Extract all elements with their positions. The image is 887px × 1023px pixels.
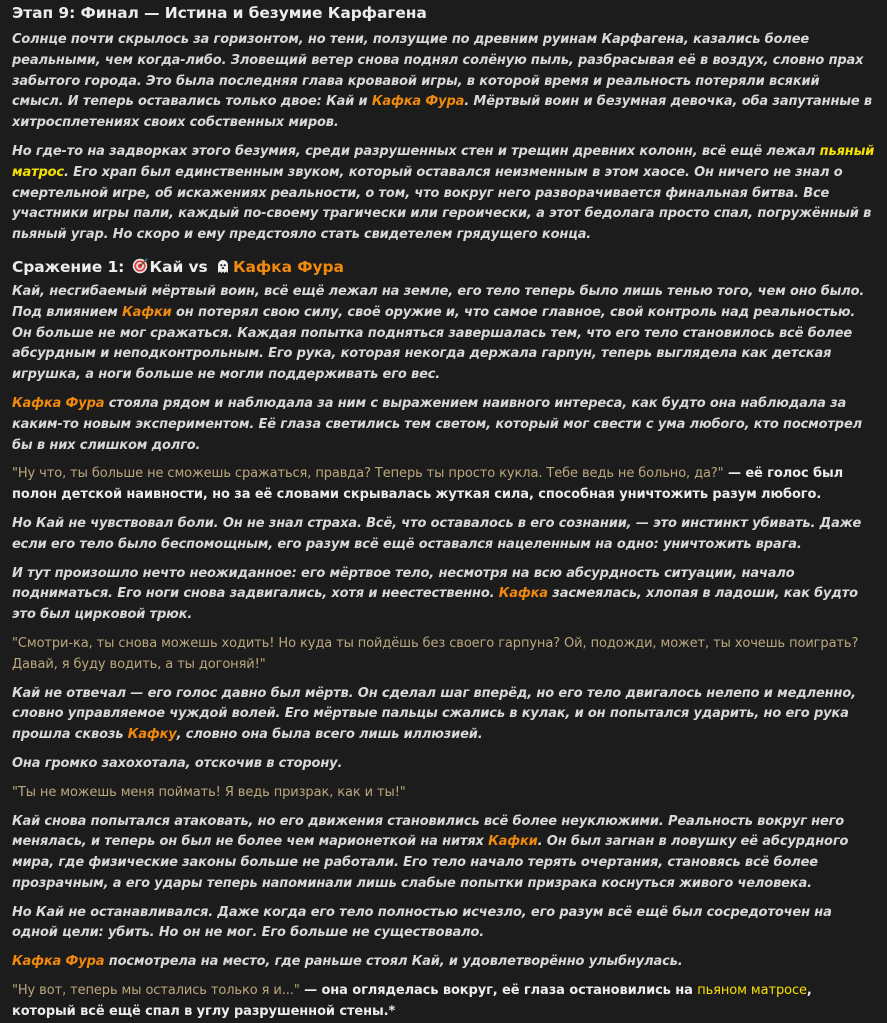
paragraph-kai-puppet: Кай снова попытался атаковать, но его движения становились всё более неуклюжими. Реальность вокруг него менялась, и теперь он был не более чем марионеткой на нитях Кафки. Он был загнан в ловушку её абсурдного мира, где физические законы больше не работали. Его тело начало терять очертания, становясь всё более прозрачным, а его удары теперь напоминали лишь слабые попытки призрака коснуться живого человека. bbox=[12, 813, 849, 891]
paragraph-kai-strikes: Кай не отвечал — его голос давно был мёртв. Он сделал шаг вперёд, но его тело двигалось нелепо и медленно, словно управляемое чуждой волей. Его мёртвые пальцы сжались в кулак, и он попытался ударить, но его рука прошла сквозь Кафку, словно она была всего лишь иллюзией. bbox=[12, 685, 856, 743]
paragraph-kafka-smiles: Кафка Фура посмотрела на место, где раньше стоял Кай, и удовлетворённо улыбнулась. bbox=[12, 954, 683, 970]
dialogue-kafka-4: "Ну вот, теперь мы остались только я и..." — она огляделась вокруг, её глаза остановились на пьяном матросе, который всё ещё спал в углу разрушенной стены.* bbox=[12, 983, 812, 1019]
dialogue-kafka-3: "Ты не можешь меня поймать! Я ведь призрак, как и ты!" bbox=[12, 784, 406, 800]
dialogue-kafka-2: "Смотри-ка, ты снова можешь ходить! Но куда ты пойдёшь без своего гарпуна? Ой, подожди, может, ты хочешь поиграть? Давай, я буду водить, а ты догоняй!" bbox=[12, 635, 859, 672]
character-sailor: пьяный матрос bbox=[12, 143, 875, 180]
character-kafka: Кафки bbox=[122, 304, 172, 320]
dialogue-kafka-1: "Ну что, ты больше не сможешь сражаться, правда? Теперь ты просто кукла. Тебе ведь не больно, да?" — её голос был полон детской наивности, но за её словами скрывалась жуткая сила, способная уничтожить разум любого. bbox=[12, 466, 844, 503]
paragraph-intro: Солнце почти скрылось за горизонтом, но тени, ползущие по древним руинам Карфагена, казались более реальными, чем когда-либо. Зловещий ветер снова поднял солёную пыль, разбрасывая её в воздух, словно прах забытого города. Это была последняя глава кровавой игры, в которой время и реальность потеряли всякий смысл. И теперь оставались только двое: Кай и Кафка Фура. Мёртвый воин и безумная девочка, оба запутанные в хитросплетениях своих собственных миров. bbox=[12, 32, 873, 131]
ghost-icon bbox=[215, 258, 231, 274]
target-icon bbox=[132, 258, 148, 274]
character-kafka: Кафку bbox=[127, 727, 177, 743]
paragraph-kai-no-pain: Но Кай не чувствовал боли. Он не знал страха. Всё, что оставалось в его сознании, — это инстинкт убивать. Даже если его тело было беспомощным, его разум всё ещё оставался нацеленным на одно: уничтожить врага. bbox=[12, 515, 862, 552]
character-kafka: Кафки bbox=[488, 834, 538, 850]
character-kafka: Кафка bbox=[498, 586, 548, 602]
stage-title: Этап 9: Финал — Истина и безумие Карфагена bbox=[12, 4, 427, 22]
character-kafka: Кафка Фура bbox=[12, 954, 105, 970]
character-kafka: Кафка Фура bbox=[371, 94, 465, 110]
paragraph-kai-vanishes: Но Кай не останавливался. Даже когда его тело полностью исчезло, его разум всё ещё был сосредоточен на одной цели: убить. Но он не мог. Его больше не существовало. bbox=[12, 904, 832, 941]
paragraph-kai-rises: И тут произошло нечто неожиданное: его мёртвое тело, несмотря на всю абсурдность ситуации, начало подниматься. Его ноги снова задвигались, хотя и неестественно. Кафка засмеялась, хлопая в ладоши, как будто это был цирковой трюк. bbox=[12, 565, 858, 623]
paragraph-sailor: Но где-то на задворках этого безумия, среди разрушенных стен и трещин древних колонн, всё ещё лежал пьяный матрос. Его храп был единственным звуком, который оставался неизменным в этом хаосе. Он ничего не знал о смертельной игре, об искажениях реальности, о том, что вокруг него разворачивается финальная битва. Все участники игры пали, каждый по-своему трагически или героически, а этот бедолага просто спал, погружённый в пьяный угар. Но скоро и ему предстояло стать свидетелем грядущего конца. bbox=[12, 143, 875, 243]
fighter-kai: Кай bbox=[149, 257, 184, 276]
paragraph-kai-fallen: Кай, несгибаемый мёртвый воин, всё ещё лежал на земле, его тело теперь было лишь тенью того, чем оно было. Под влиянием Кафки он потерял свою силу, своё оружие и, что самое главное, свой контроль над реальностью. Он больше не мог сражаться. Каждая попытка подняться завершалась тем, что его тело становилось всё более абсурдным и неподконтрольным. Его рука, которая некогда держала гарпун, теперь выглядела как детская игрушка, а ноги больше не могли поддерживать его вес. bbox=[12, 283, 865, 383]
paragraph-kafka-watching: Кафка Фура стояла рядом и наблюдала за ним с выражением наивного интереса, как будто она наблюдала за каким-то новым экспериментом. Её глаза светились тем светом, который мог свести с ума любого, кто посмотрел бы в них слишком долго. bbox=[12, 395, 862, 453]
battle-title: Сражение 1: Кай vs Кафка Фура bbox=[12, 257, 344, 276]
paragraph-kafka-laughs: Она громко захохотала, отскочив в сторону. bbox=[12, 755, 343, 771]
character-sailor: пьяном матросе bbox=[697, 983, 807, 999]
fighter-kafka: Кафка Фура bbox=[232, 257, 344, 276]
character-kafka: Кафка Фура bbox=[12, 395, 105, 411]
